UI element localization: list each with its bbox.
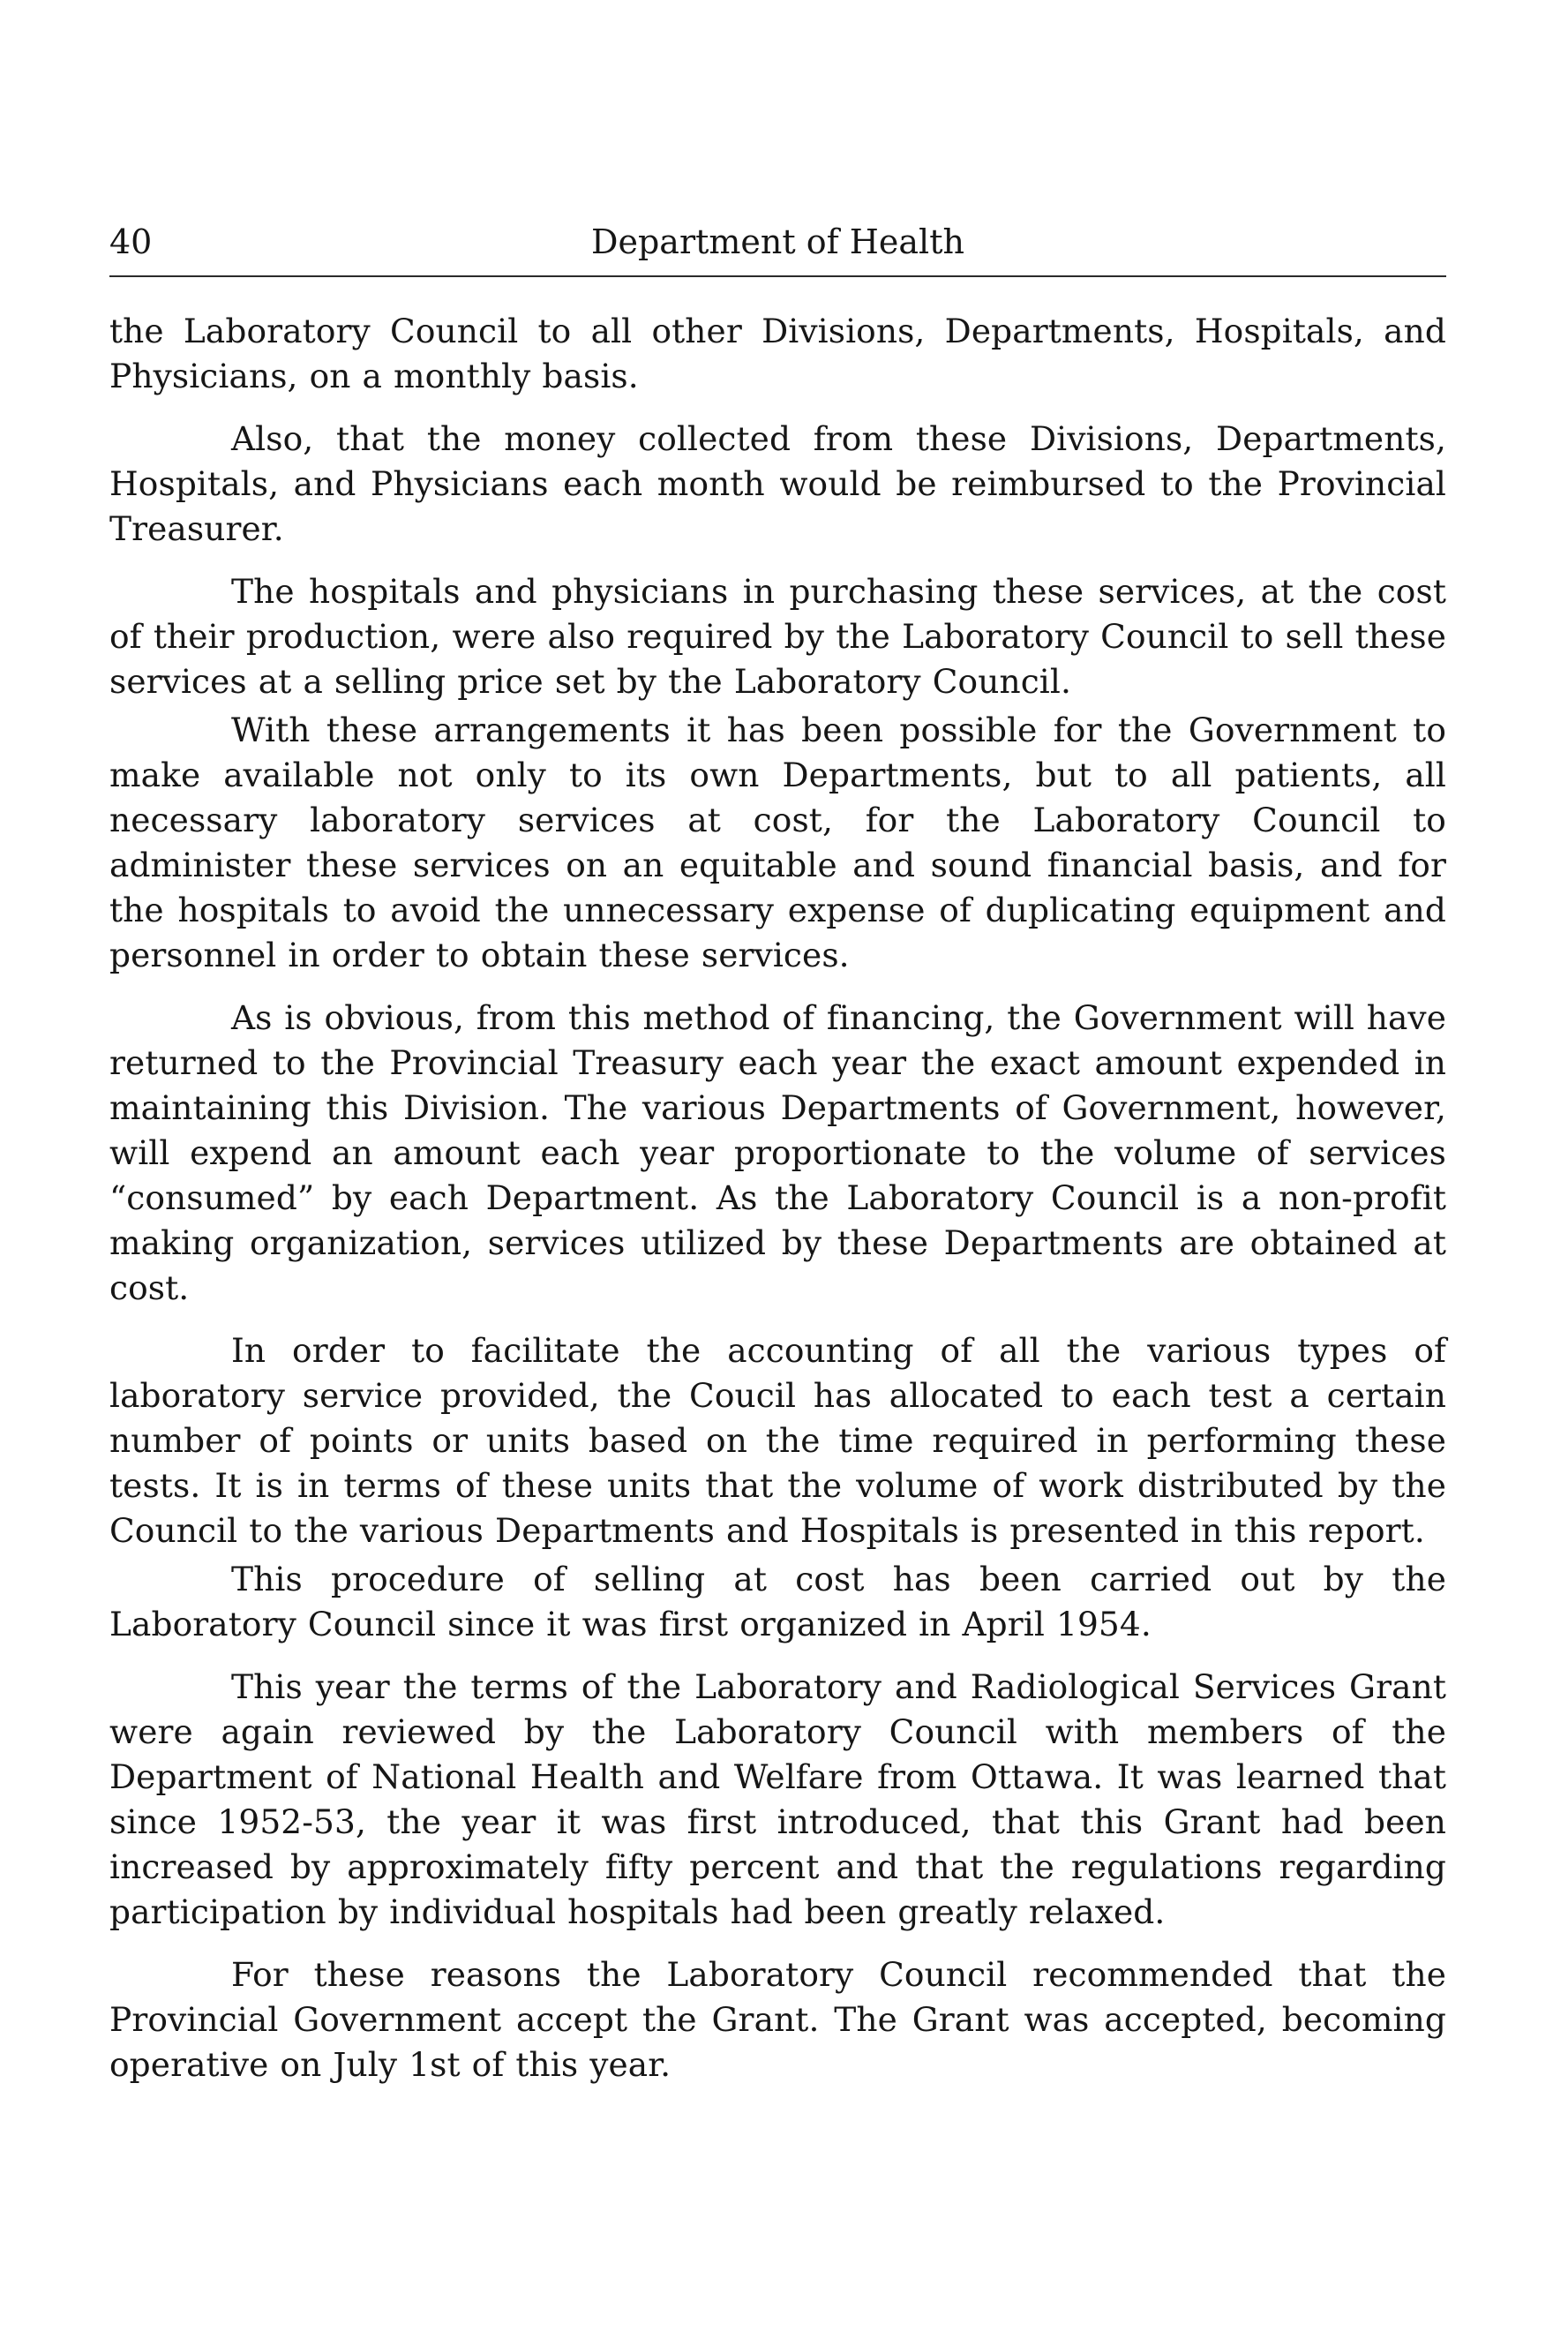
paragraph-selling-price: The hospitals and physicians in purchasing these services, at the cost of their production, were also required by the Laboratory Council to sell these services at a selling price set by the Laboratory Council. [109,572,1446,701]
page-number: 40 [109,222,153,261]
paragraph-financing: As is obvious, from this method of financing, the Government will have returned to the Provincial Treasury each year the exact amount expended in maintaining this Division. The various Departments of Government, however, will expend an amount each year proportionate to the volume of services “consumed” by each Department. As the Laboratory Council is a non-profit making organization, services utilized by these Departments are obtained at cost. [109,998,1446,1307]
paragraph-continued: the Laboratory Council to all other Divisions, Departments, Hospitals, and Physicians, on a monthly basis. [109,312,1446,395]
paragraph-grant-accepted: For these reasons the Laboratory Council recommended that the Provincial Government accept the Grant. The Grant was accepted, becoming operative on July 1st of this year. [109,1955,1446,2084]
paragraph-arrangements: With these arrangements it has been possible for the Government to make available not only to its own Departments, but to all patients, all necessary laboratory services at cost, for the Laboratory Council to administer these services on an equitable and sound financial basis, and for the hospitals to avoid the unnecessary expense of duplicating equipment and personnel in order to obtain these services. [109,711,1446,974]
paragraph-reimbursement: Also, that the money collected from these Divisions, Departments, Hospitals, and Physicians each month would be reimbursed to the Provincial Treasurer. [109,419,1446,548]
document-page [109,0,1446,2339]
running-header [109,210,1446,272]
paragraph-accounting-units: In order to facilitate the accounting of all the various types of laboratory service provided, the Coucil has allocated to each test a certain number of points or units based on the time required in performing these tests. It is in terms of these units that the volume of work distributed by the Council to the various Departments and Hospitals is presented in this report. [109,1331,1446,1550]
running-title: Department of Health [591,222,964,261]
body-text [109,309,1446,2087]
paragraph-grant-review: This year the terms of the Laboratory and Radiological Services Grant were again reviewed by the Laboratory Council with members of the Department of National Health and Welfare from Ottawa. It was learned that since 1952-53, the year it was first introduced, that this Grant had been increased by approximately fifty percent and that the regulations regarding participation by individual hospitals had been greatly relaxed. [109,1667,1446,1931]
paragraph-selling-at-cost: This procedure of selling at cost has been carried out by the Laboratory Council since it was first organized in April 1954. [109,1560,1446,1643]
header-rule [109,275,1446,277]
